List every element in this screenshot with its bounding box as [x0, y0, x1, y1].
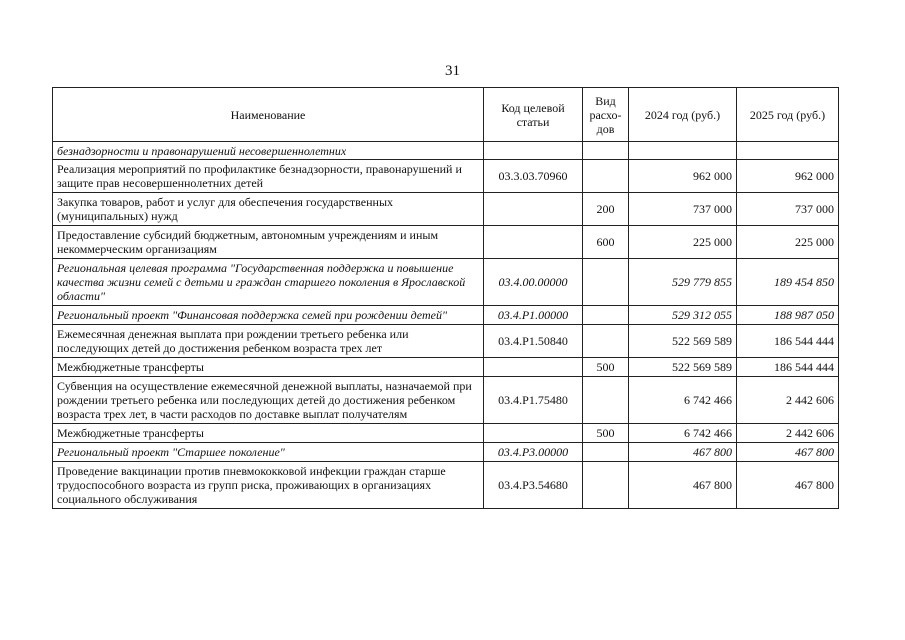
table-row — [53, 142, 839, 160]
table-row — [53, 226, 839, 259]
cell-name: Региональный проект "Финансовая поддержка семей при рождении детей" — [53, 306, 484, 325]
cell-code: 03.4.Р3.00000 — [484, 443, 583, 462]
cell-code — [484, 193, 583, 226]
cell-2024: 962 000 — [629, 160, 737, 193]
cell-name: Предоставление субсидий бюджетным, автономным учреждениям и иным некоммерческим организациям — [53, 226, 484, 259]
cell-name: Межбюджетные трансферты — [53, 358, 484, 377]
header-code: Код целевой статьи — [484, 88, 583, 142]
cell-2024 — [629, 142, 737, 160]
cell-2024: 467 800 — [629, 443, 737, 462]
cell-type — [583, 325, 629, 358]
table-row — [53, 462, 839, 509]
cell-2024: 522 569 589 — [629, 325, 737, 358]
cell-name: безнадзорности и правонарушений несовершеннолетних — [53, 142, 484, 160]
cell-2024: 737 000 — [629, 193, 737, 226]
cell-code: 03.4.Р1.75480 — [484, 377, 583, 424]
cell-2025: 2 442 606 — [737, 377, 839, 424]
cell-type: 600 — [583, 226, 629, 259]
cell-type: 200 — [583, 193, 629, 226]
table-row — [53, 193, 839, 226]
cell-2024: 467 800 — [629, 462, 737, 509]
cell-type — [583, 259, 629, 306]
page-number: 31 — [445, 63, 460, 79]
cell-2025: 467 800 — [737, 462, 839, 509]
cell-type — [583, 142, 629, 160]
cell-code — [484, 358, 583, 377]
table-body — [53, 142, 839, 509]
cell-2025: 962 000 — [737, 160, 839, 193]
cell-name: Проведение вакцинации против пневмококковой инфекции граждан старше трудоспособного возраста из групп риска, проживающих в организациях социального обслуживания — [53, 462, 484, 509]
table-row — [53, 306, 839, 325]
table-header-row — [53, 88, 839, 142]
cell-type — [583, 377, 629, 424]
table-row — [53, 160, 839, 193]
cell-code: 03.4.00.00000 — [484, 259, 583, 306]
cell-type — [583, 160, 629, 193]
cell-2025: 737 000 — [737, 193, 839, 226]
cell-2025: 467 800 — [737, 443, 839, 462]
cell-name: Закупка товаров, работ и услуг для обеспечения государственных (муниципальных) нужд — [53, 193, 484, 226]
table-row — [53, 377, 839, 424]
cell-2025: 189 454 850 — [737, 259, 839, 306]
cell-name: Региональный проект "Старшее поколение" — [53, 443, 484, 462]
cell-code: 03.4.Р1.00000 — [484, 306, 583, 325]
cell-code: 03.4.Р1.50840 — [484, 325, 583, 358]
header-2025: 2025 год (руб.) — [737, 88, 839, 142]
table-row — [53, 259, 839, 306]
cell-2024: 6 742 466 — [629, 424, 737, 443]
cell-code — [484, 142, 583, 160]
cell-2025: 225 000 — [737, 226, 839, 259]
cell-name: Субвенция на осуществление ежемесячной денежной выплаты, назначаемой при рождении третьего ребенка или последующих детей до достижения ребенком возраста трех лет, в части расходов по доставке выплат получателям — [53, 377, 484, 424]
header-type: Вид расхо-дов — [583, 88, 629, 142]
cell-2025: 2 442 606 — [737, 424, 839, 443]
cell-name: Межбюджетные трансферты — [53, 424, 484, 443]
budget-table — [52, 87, 839, 509]
cell-code: 03.4.Р3.54680 — [484, 462, 583, 509]
cell-2025 — [737, 142, 839, 160]
cell-type — [583, 462, 629, 509]
cell-2024: 522 569 589 — [629, 358, 737, 377]
cell-code — [484, 424, 583, 443]
table-row — [53, 358, 839, 377]
header-2024: 2024 год (руб.) — [629, 88, 737, 142]
cell-type: 500 — [583, 358, 629, 377]
table-row — [53, 325, 839, 358]
cell-2025: 188 987 050 — [737, 306, 839, 325]
cell-2025: 186 544 444 — [737, 325, 839, 358]
cell-code — [484, 226, 583, 259]
cell-type: 500 — [583, 424, 629, 443]
cell-2024: 225 000 — [629, 226, 737, 259]
cell-name: Региональная целевая программа "Государственная поддержка и повышение качества жизни семей с детьми и граждан старшего поколения в Ярославской области" — [53, 259, 484, 306]
cell-type — [583, 306, 629, 325]
cell-code: 03.3.03.70960 — [484, 160, 583, 193]
cell-2025: 186 544 444 — [737, 358, 839, 377]
table-row — [53, 443, 839, 462]
cell-name: Реализация мероприятий по профилактике безнадзорности, правонарушений и защите прав несовершеннолетних детей — [53, 160, 484, 193]
table-row — [53, 424, 839, 443]
cell-name: Ежемесячная денежная выплата при рождении третьего ребенка или последующих детей до достижения ребенком возраста трех лет — [53, 325, 484, 358]
cell-2024: 529 779 855 — [629, 259, 737, 306]
cell-2024: 6 742 466 — [629, 377, 737, 424]
cell-type — [583, 443, 629, 462]
header-name: Наименование — [53, 88, 484, 142]
cell-2024: 529 312 055 — [629, 306, 737, 325]
